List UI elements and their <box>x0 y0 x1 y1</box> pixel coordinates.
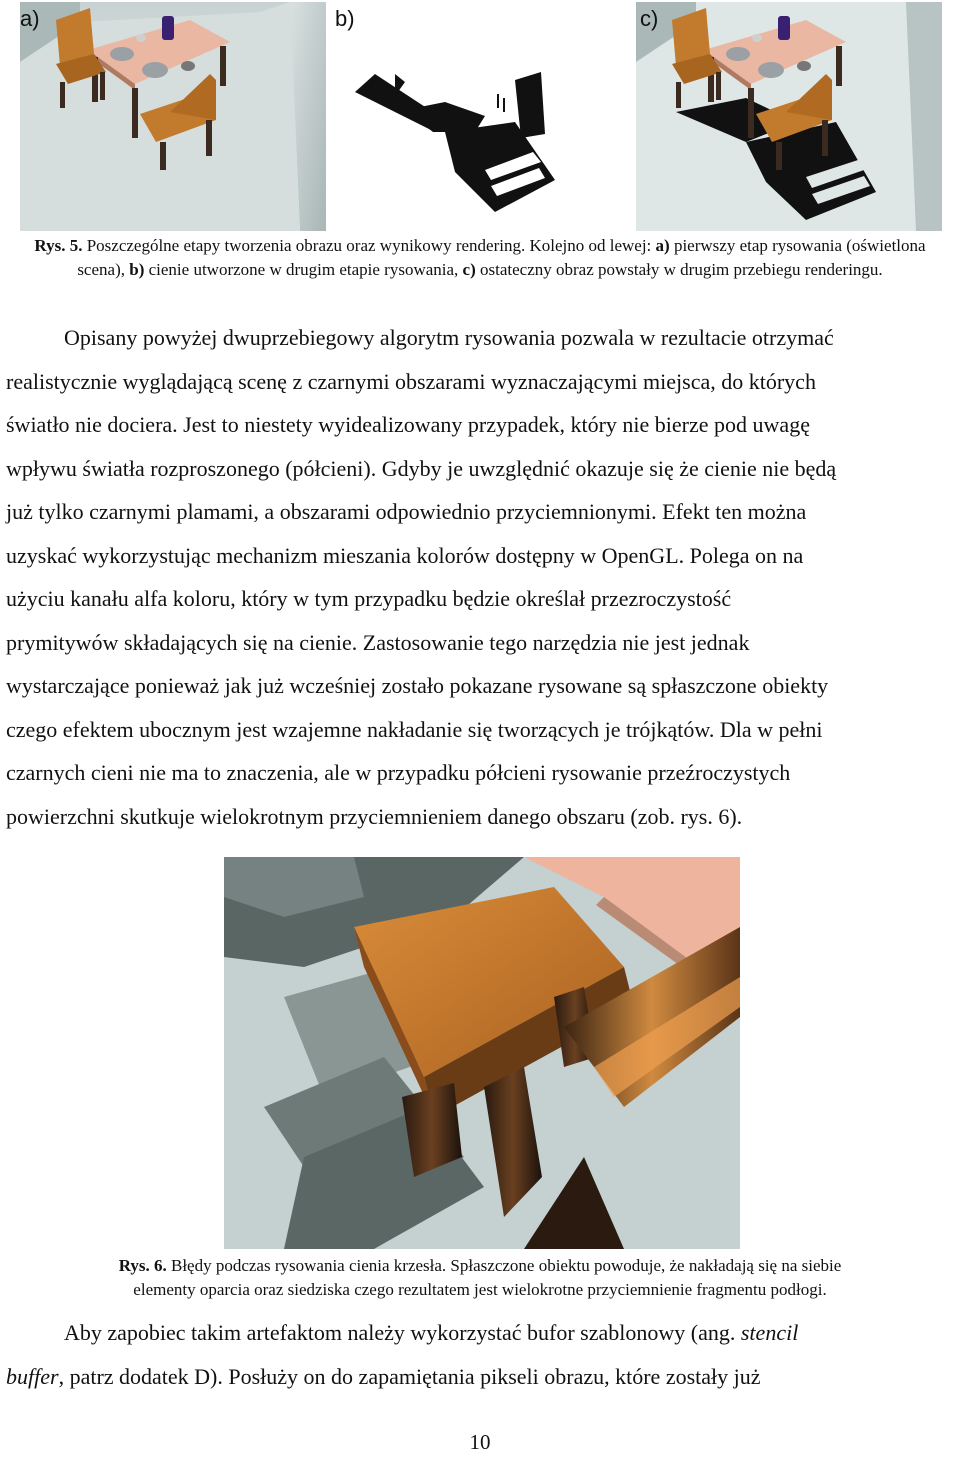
paragraph-1-line: prymitywów składających się na cienie. Zastosowanie tego narzędzia nie jest jednak <box>6 629 750 655</box>
scene-lit-render <box>20 2 326 231</box>
figure-6-caption-line-1: Rys. 6. Błędy podczas rysowania cienia krzesła. Spłaszczone obiektu powoduje, że nakładają się na siebie <box>118 1256 842 1275</box>
figure-5-caption-a: a) <box>655 236 670 255</box>
figure-5a-label: a) <box>20 6 40 31</box>
figure-5-caption-c-text: ostateczny obraz powstały w drugim przebiegu renderingu. <box>480 260 883 279</box>
shadow-stencil-render <box>335 2 615 231</box>
paragraph-1-line: powierzchni skutkuje wielokrotnym przyciemnieniem danego obszaru (zob. rys. 6). <box>6 803 743 829</box>
figure-5c-image <box>636 2 942 231</box>
figure-5-caption <box>20 234 940 282</box>
figure-5-caption-ref: Rys. 5. <box>34 236 83 255</box>
paragraph-1-line: światło nie dociera. Jest to niestety wyidealizowany przypadek, który nie bierze pod uwagę <box>6 412 810 437</box>
figure-5-caption-text: Poszczególne etapy tworzenia obrazu oraz wynikowy rendering. Kolejno od lewej: <box>86 236 652 255</box>
figure-5-caption-b-text: cienie utworzone w drugim etapie rysowania, <box>148 260 459 279</box>
paragraph-1-line: już tylko czarnymi plamami, a obszarami odpowiednio przyciemnionymi. Efekt ten można <box>6 499 807 524</box>
paragraph-1-line: wystarczające ponieważ jak już wcześniej zostało pokazane rysowane są spłaszczone obiekty <box>6 673 829 698</box>
figure-5-caption-b: b) <box>129 260 145 279</box>
term-stencil: stencil <box>740 1320 799 1345</box>
figure-5b-image <box>335 2 615 231</box>
figure-6-caption <box>20 1254 940 1302</box>
page-number: 10 <box>469 1430 491 1454</box>
figure-6-caption-line-2: elementy oparcia oraz siedziska czego rezultatem jest wielokrotne przyciemnienie fragmentu podłogi. <box>133 1280 827 1299</box>
paragraph-1-line: użyciu kanału alfa koloru, który w tym przypadku będzie określał przezroczystość <box>6 586 732 611</box>
paragraph-1-line: uzyskać wykorzystując mechanizm mieszania kolorów dostępny w OpenGL. Polega on na <box>6 542 804 568</box>
figure-5a-image <box>20 2 326 231</box>
figure-6-caption-ref: Rys. 6. <box>118 1256 167 1275</box>
paragraph-1-line: realistycznie wyglądającą scenę z czarnymi obszarami wyznaczającymi miejsca, do których <box>6 368 816 394</box>
figure-5-caption-c: c) <box>462 260 476 279</box>
final-render <box>636 2 942 231</box>
figure-5-caption-a-text: pierwszy etap rysowania (oświetlona scena), <box>77 236 926 279</box>
figure-5b-label: b) <box>335 6 355 31</box>
figure-5c-label: c) <box>640 6 659 31</box>
paragraph-2-line: Aby zapobiec takim artefaktom należy wykorzystać bufor szablonowy (ang. stencil <box>64 1320 799 1345</box>
shadow-artifact-render <box>224 857 740 1249</box>
term-buffer: buffer <box>6 1363 59 1389</box>
paragraph-1-line: wpływu światła rozproszonego (półcieni). Gdyby je uwzględnić okazuje się że cienie nie będą <box>6 455 837 481</box>
paragraph-1 <box>6 316 956 838</box>
paragraph-1-line: czego efektem ubocznym jest wzajemne nakładanie się tworzących je trójkątów. Dla w pełni <box>6 716 823 742</box>
figure-6-image <box>224 857 740 1249</box>
paragraph-2 <box>6 1311 956 1398</box>
paragraph-1-line: Opisany powyżej dwuprzebiegowy algorytm rysowania pozwala w rezultacie otrzymać <box>64 325 834 350</box>
paragraph-1-line: czarnych cieni nie ma to znaczenia, ale w przypadku półcieni rysowanie przeźroczystych <box>6 760 791 785</box>
paragraph-2-line: buffer, patrz dodatek D). Posłuży on do zapamiętania pikseli obrazu, które zostały już <box>6 1363 761 1389</box>
